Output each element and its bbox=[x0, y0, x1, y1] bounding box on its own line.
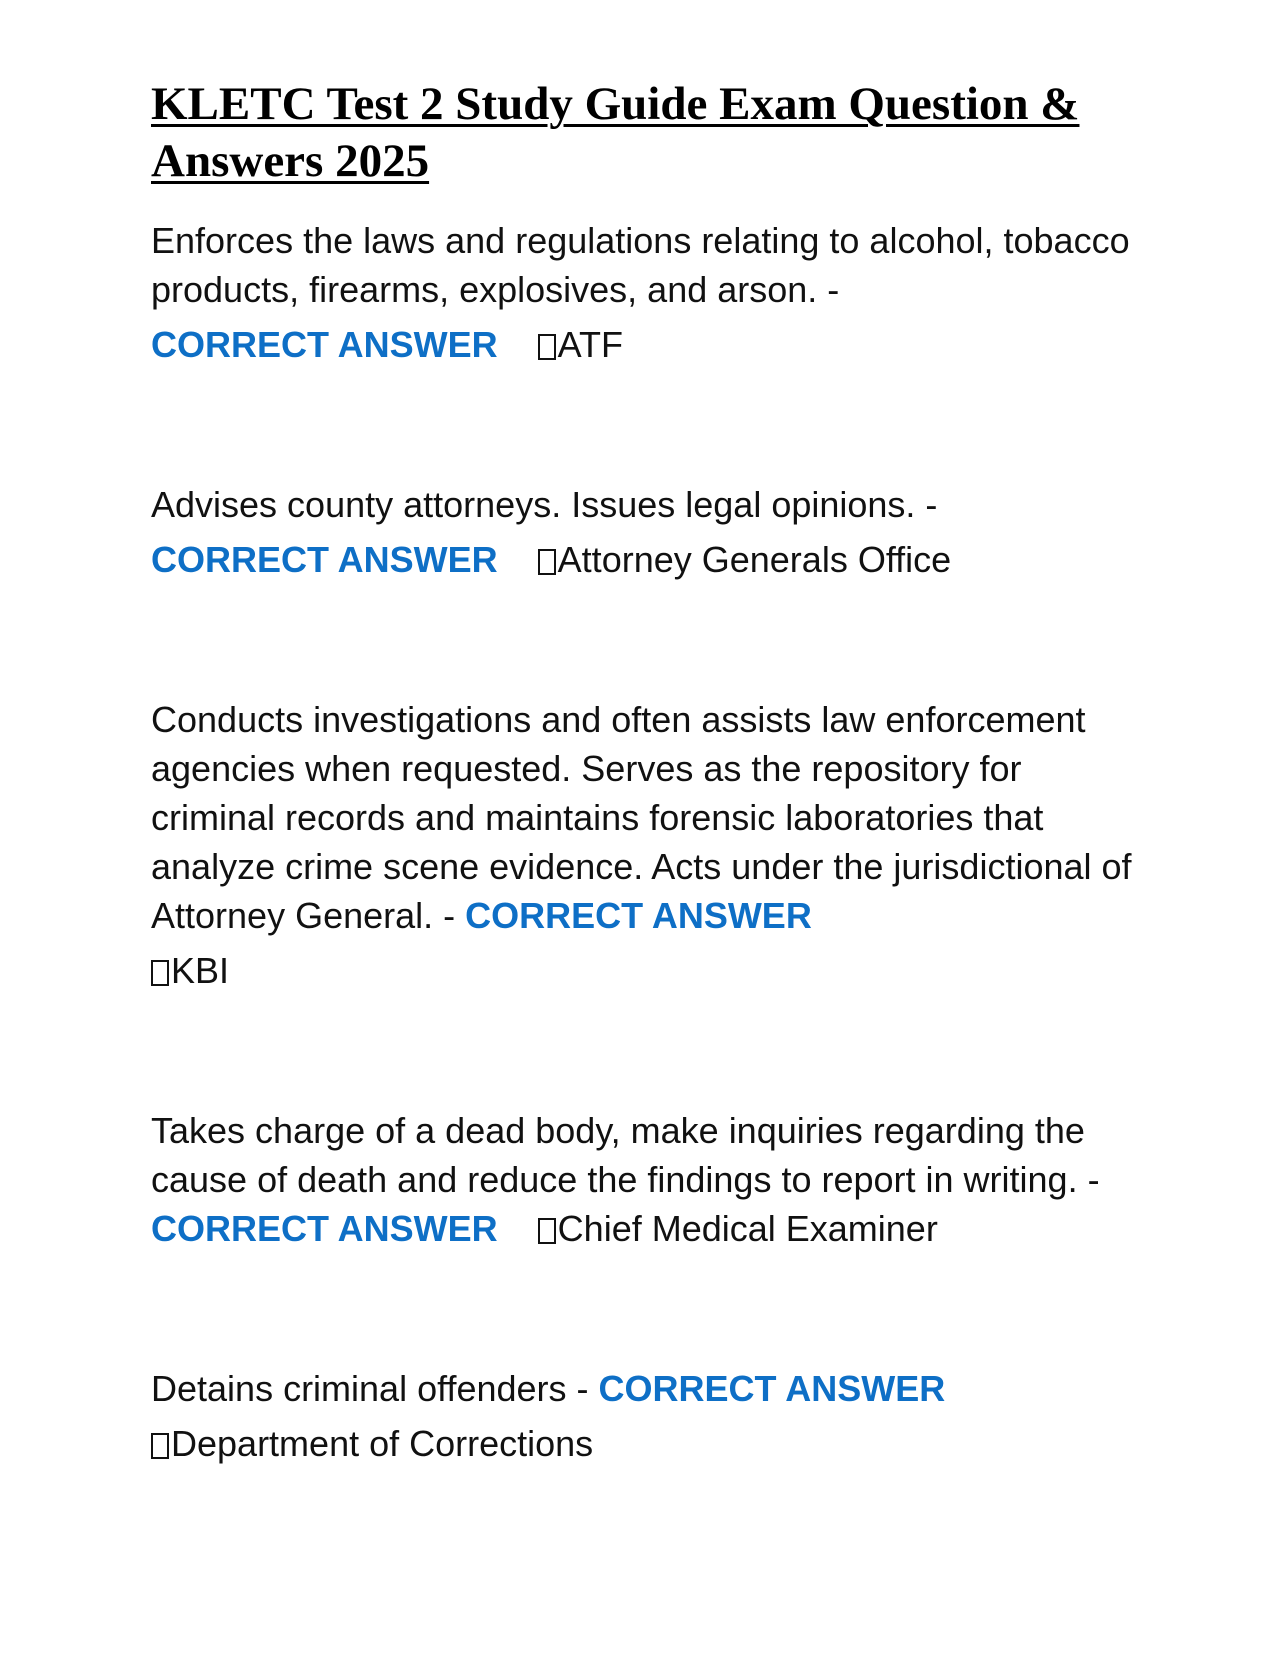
answer-text: Department of Corrections bbox=[171, 1423, 594, 1464]
answer-line bbox=[151, 946, 1141, 995]
question-text: Conducts investigations and often assists law enforcement agencies when requested. Serves as the repository for criminal records and maintains forensic laboratories that analyze crime scene evidence. Acts under the jurisdictional of Attorney General. - bbox=[151, 699, 1132, 936]
qa-item bbox=[151, 480, 1141, 584]
question-text: Takes charge of a dead body, make inquiries regarding the cause of death and reduce the findings to report in writing. - bbox=[151, 1110, 1100, 1200]
missing-glyph-box-icon bbox=[151, 1433, 169, 1459]
correct-answer-label: CORRECT ANSWER bbox=[151, 324, 498, 365]
missing-glyph-box-icon bbox=[538, 549, 556, 575]
answer-text: Chief Medical Examiner bbox=[557, 1208, 938, 1249]
qa-item bbox=[151, 1106, 1141, 1253]
question-text: Advises county attorneys. Issues legal opinions. - bbox=[151, 484, 938, 525]
missing-glyph-box-icon bbox=[151, 960, 169, 986]
correct-answer-label: CORRECT ANSWER bbox=[598, 1368, 946, 1409]
correct-answer-label: CORRECT ANSWER bbox=[151, 539, 498, 580]
qa-item bbox=[151, 695, 1141, 995]
answer-line bbox=[151, 535, 1141, 584]
question-text: Detains criminal offenders - bbox=[151, 1368, 589, 1409]
missing-glyph-box-icon bbox=[538, 334, 556, 360]
answer-text: KBI bbox=[171, 950, 230, 991]
answer-line bbox=[151, 1419, 1141, 1468]
correct-answer-label: CORRECT ANSWER bbox=[151, 1208, 498, 1249]
question-text: Enforces the laws and regulations relating to alcohol, tobacco products, firearms, explosives, and arson. - bbox=[151, 220, 1130, 310]
document-title: KLETC Test 2 Study Guide Exam Question & Answers 2025 bbox=[151, 78, 1080, 187]
document-content bbox=[151, 76, 1141, 1579]
answer-line bbox=[151, 320, 1141, 369]
missing-glyph-box-icon bbox=[538, 1218, 556, 1244]
qa-item bbox=[151, 1364, 1141, 1468]
answer-text: ATF bbox=[557, 324, 623, 365]
answer-text: Attorney Generals Office bbox=[557, 539, 952, 580]
qa-item bbox=[151, 216, 1141, 369]
correct-answer-label: CORRECT ANSWER bbox=[465, 895, 812, 936]
